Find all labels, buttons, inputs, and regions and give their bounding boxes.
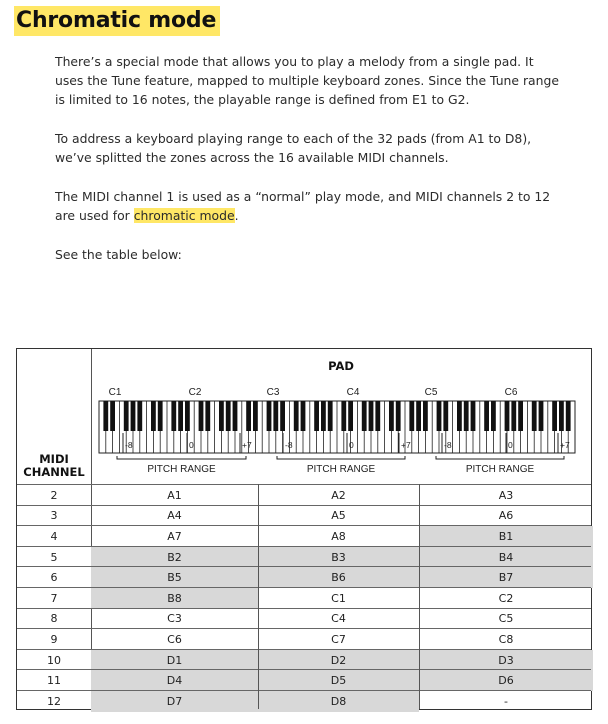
pad-cell: B6 [258,567,419,588]
black-key [341,401,346,431]
black-key [110,401,115,431]
pad-cell: D3 [419,650,593,671]
pitch-range-label: PITCH RANGE [306,464,376,475]
octave-label: C6 [504,387,518,398]
midi-channel-cell: 9 [50,632,58,646]
pitch-range-bracket [117,456,246,459]
black-key [552,401,557,431]
paragraph-zones: To address a keyboard playing range to each of the 32 pads (from A1 to D8), we’ve splitted the zones across the 16 available MIDI channels. [55,131,532,165]
table-row [17,669,591,691]
range-mark-label: +7 [242,440,252,450]
black-key [199,401,204,431]
midi-header-line2: CHANNEL [23,465,85,479]
pad-cell: C1 [331,591,346,605]
black-key [219,401,224,431]
black-key [267,401,272,431]
black-key [375,401,380,431]
paragraph-see-table: See the table below: [55,247,182,262]
midi-channel-cell: 7 [50,591,58,605]
pad-cell: C3 [167,612,182,626]
black-key [532,401,537,431]
black-key [362,401,367,431]
pitch-range-label: PITCH RANGE [465,464,535,475]
black-key [226,401,231,431]
pad-cell: B2 [91,547,258,568]
pad-cell: B8 [91,588,258,609]
pitch-range-bracket [436,456,564,459]
pad-cell: C2 [498,591,514,605]
pad-cell: D7 [91,691,258,712]
pitch-range-label: PITCH RANGE [147,464,216,475]
pad-cell: B3 [258,547,419,568]
black-key [484,401,489,431]
black-key [443,401,448,431]
range-mark-label: +7 [401,440,411,450]
pad-cell: C5 [498,612,514,626]
table-row [17,484,591,506]
table-row [17,546,591,568]
black-key [137,401,142,431]
pad-cell: D4 [91,670,258,691]
range-mark-label: -8 [285,440,293,450]
pitch-range-bracket [277,456,405,459]
pad-cell: D2 [258,650,419,671]
range-mark-label: 0 [508,440,513,450]
table-row [17,690,591,712]
black-key [369,401,374,431]
black-key [158,401,163,431]
octave-label: C5 [424,387,438,398]
black-key [185,401,190,431]
midi-channel-cell: 2 [50,488,58,502]
black-key [314,401,319,431]
black-key [124,401,129,431]
table-row [17,566,591,588]
range-mark-label: 0 [349,440,354,450]
chromatic-table [16,348,592,710]
table-row [17,628,591,650]
midi-channel-cell: 11 [47,674,61,688]
octave-label: C2 [188,387,202,398]
black-key [246,401,251,431]
paragraph-midi-channel [55,187,560,225]
midi-channel-cell: 10 [47,653,61,667]
page-title: Chromatic mode [14,6,220,36]
pad-cell: B1 [419,526,593,547]
black-key [103,401,108,431]
black-key [566,401,571,431]
pad-cell: D5 [258,670,419,691]
black-key [328,401,333,431]
midi-channel-cell: 12 [47,694,61,708]
black-key [389,401,394,431]
black-key [464,401,469,431]
black-key [505,401,510,431]
black-key [423,401,428,431]
black-key [131,401,136,431]
black-key [511,401,516,431]
chromatic-mode-link[interactable]: chromatic mode [133,208,235,223]
midi-channel-cell: 5 [50,550,58,564]
pad-cell: A6 [498,509,514,523]
table-row [17,608,591,630]
black-key [539,401,544,431]
paragraph-midi-end: . [234,208,239,223]
black-key [178,401,183,431]
midi-channel-cell: 4 [50,529,58,543]
pad-cell: D6 [419,670,593,691]
black-key [457,401,462,431]
pad-cell: D8 [258,691,419,712]
page-title-wrap [14,6,220,36]
pad-header: PAD [328,359,354,373]
black-key [409,401,414,431]
octave-label: C3 [266,387,280,398]
black-key [437,401,442,431]
pad-cell: A1 [167,488,182,502]
paragraph-intro: There’s a special mode that allows you to play a melody from a single pad. It uses the Tune feature, mapped to multiple keyboard zones. Since the Tune range is limited to 16 notes, the playable range is defined from E1 to G2. [55,54,559,107]
black-key [253,401,258,431]
black-key [273,401,278,431]
pad-cell: A5 [331,509,346,523]
pad-cell: C4 [331,612,346,626]
black-key [171,401,176,431]
midi-channel-header [17,453,91,479]
column-divider [419,484,420,709]
black-key [491,401,496,431]
black-key [294,401,299,431]
black-key [233,401,238,431]
black-key [416,401,421,431]
pad-cell: D1 [91,650,258,671]
octave-label: C4 [346,387,360,398]
octave-label: C1 [108,387,122,398]
range-mark-label: 0 [189,440,194,450]
pad-cell: A3 [498,488,514,502]
pad-cell: A2 [331,488,346,502]
pad-cell: C7 [331,632,346,646]
pad-cell: A4 [167,509,182,523]
table-row [17,587,591,609]
pad-cell: C6 [167,632,182,646]
table-row [17,525,591,547]
pad-cell: C8 [498,632,514,646]
pad-cell: B7 [419,567,593,588]
black-key [518,401,523,431]
black-key [321,401,326,431]
pad-cell: B4 [419,547,593,568]
range-mark-label: -8 [444,440,452,450]
pad-cell: - [504,694,508,708]
table-row [17,505,591,527]
black-key [471,401,476,431]
midi-channel-cell: 3 [50,509,58,523]
table-row [17,649,591,671]
black-key [348,401,353,431]
black-key [151,401,156,431]
midi-channel-cell: 6 [50,571,58,585]
black-key [396,401,401,431]
paragraph-midi-text: The MIDI channel 1 is used as a “normal” play mode, and MIDI channels 2 to 12 are used for [55,189,551,223]
range-mark-label: +7 [560,440,570,450]
keyboard-diagram [97,383,577,475]
black-key [205,401,210,431]
black-key [280,401,285,431]
midi-header-line1: MIDI [39,452,69,466]
black-key [301,401,306,431]
pad-cell: B5 [91,567,258,588]
midi-channel-cell: 8 [50,612,58,626]
column-divider [258,484,259,709]
range-mark-label: -8 [125,440,133,450]
black-key [559,401,564,431]
pad-cell: A7 [167,529,182,543]
pad-cell: A8 [331,529,346,543]
